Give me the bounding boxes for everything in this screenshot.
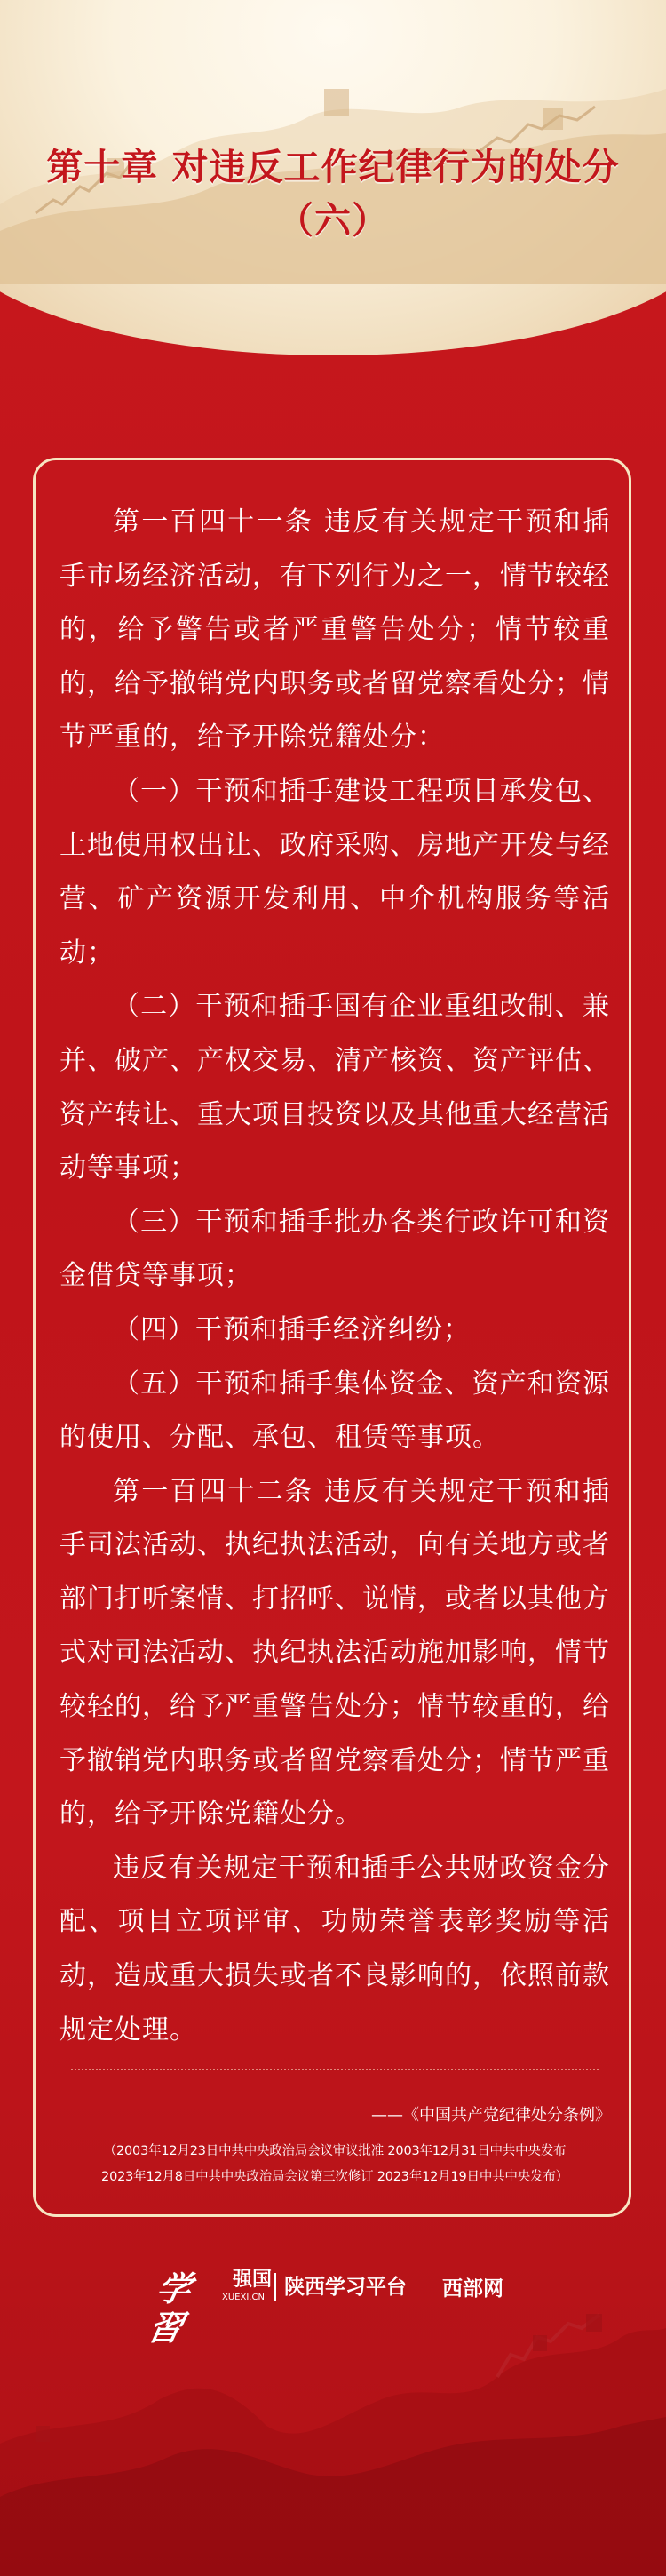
article-paragraph: （三）干预和插手批办各类行政许可和资金借贷等事项； xyxy=(59,1206,610,1292)
source-citation: ——《中国共产党纪律处分条例》 xyxy=(371,2106,611,2125)
page-title xyxy=(0,140,666,247)
title-line-2: （六） xyxy=(277,199,389,242)
revision-history-line-2: 2023年12月8日中共中央政治局会议第三次修订 2023年12月19日中共中央发布） xyxy=(101,2170,568,2184)
title-line-1: 第十章 对违反工作纪律行为的处分 xyxy=(46,146,620,188)
great-wall-silhouette xyxy=(0,2293,666,2576)
content-card xyxy=(33,458,631,2217)
dotted-divider xyxy=(71,2069,599,2070)
header-banner xyxy=(0,0,666,373)
article-paragraph: （一）干预和插手建设工程项目承发包、土地使用权出让、政府采购、房地产开发与经营、矿产资源开发利用、中介机构服务等活动； xyxy=(59,775,610,969)
xuexi-domain-text: XUEXI.CN xyxy=(222,2293,265,2302)
revision-history xyxy=(48,2139,622,2190)
xibu-logo: 西部网 xyxy=(442,2277,503,2301)
article-body xyxy=(59,496,610,2057)
article-paragraph: （二）干预和插手国有企业重组改制、兼并、破产、产权交易、清产核资、资产评估、资产转让、重大项目投资以及其他重大经营活动等事项； xyxy=(59,991,610,1184)
xuexi-qiangguo-text: 强国 xyxy=(233,2269,273,2291)
article-paragraph: 第一百四十二条 违反有关规定干预和插手司法活动、执纪执法活动，向有关地方或者部门打听案情、打招呼、说情，或者以其他方式对司法活动、执纪执法活动施加影响，情节较轻的，给予严重警告处分；情节较重的，给予撤销党内职务或者留党察看处分；情节严重的，给予开除党籍处分。 xyxy=(59,1475,610,1830)
revision-history-line-1: （2003年12月23日中共中央政治局会议审议批准 2003年12月31日中共中央发布 xyxy=(103,2144,567,2158)
article-paragraph: （四）干预和插手经济纠纷； xyxy=(113,1313,471,1345)
platform-name: 陕西学习平台 xyxy=(284,2276,407,2299)
article-paragraph: 第一百四十一条 违反有关规定干预和插手市场经济活动，有下列行为之一，情节较轻的，给予警告或者严重警告处分；情节较重的，给予撤销党内职务或者留党察看处分；情节严重的，给予开除党籍处分： xyxy=(59,506,610,754)
article-paragraph: （五）干预和插手集体资金、资产和资源的使用、分配、承包、租赁等事项。 xyxy=(59,1368,610,1454)
article-paragraph: 违反有关规定干预和插手公共财政资金分配、项目立项评审、功勋荣誉表彰奖励等活动，造成重大损失或者不良影响的，依照前款规定处理。 xyxy=(59,1852,610,2046)
xuexi-script-mark: 学習 xyxy=(144,2269,195,2348)
